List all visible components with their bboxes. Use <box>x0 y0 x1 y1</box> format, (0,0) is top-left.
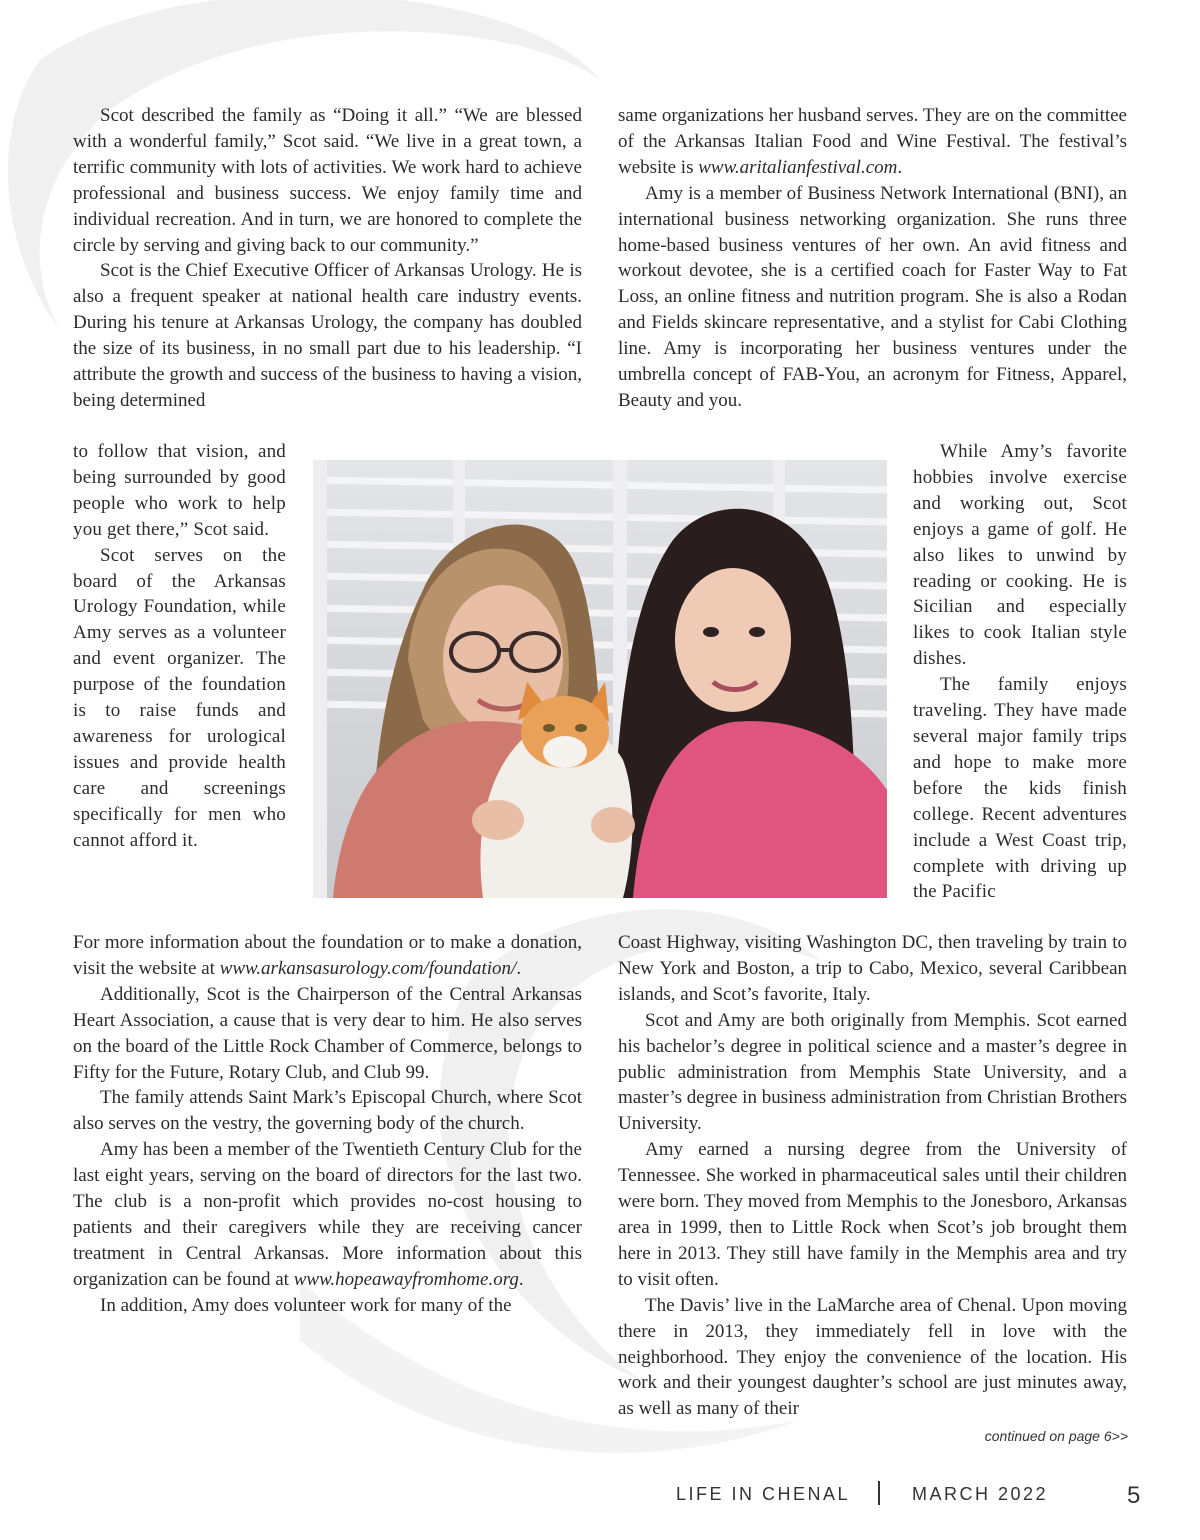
paragraph <box>73 930 582 982</box>
paragraph: The Davis’ live in the LaMarche area of Chenal. Upon moving there in 2013, they immediately fell in love with the neighborhood. They enjoy the convenience of the location. His work and their youngest daughter’s school are just minutes away, as well as many of their <box>618 1294 1127 1420</box>
right-column-bottom <box>618 930 1127 1422</box>
text: For more information about the foundation or to make a donation, visit the website at <box>73 932 582 979</box>
paragraph: In addition, Amy does volunteer work for many of the <box>100 1294 512 1316</box>
foundation-link[interactable]: www.arkansasurology.com/foundation/ <box>219 957 517 979</box>
family-photo <box>313 460 887 898</box>
paragraph: Scot described the family as “Doing it all.” “We are blessed with a wonderful family,” Scot said. “We live in a great town, a terrific community with lots of activities. We work hard to achieve professional and business success. We enjoy family time and individual recreation. And in turn, we are honored to complete the circle by serving and giving back to our community.” <box>73 105 582 256</box>
issue-date: MARCH 2022 <box>912 1484 1049 1504</box>
left-column-top <box>73 103 582 414</box>
paragraph <box>73 1137 582 1292</box>
paragraph: Amy earned a nursing degree from the University of Tennessee. She worked in pharmaceutical sales until their children were born. They moved from Memphis to the Jonesboro, Arkansas area in 1999, then to Little Rock when Scot’s job brought them here in 2013. They still have family in the Memphis area and try to visit often. <box>618 1139 1127 1290</box>
left-column-narrow <box>73 439 286 854</box>
paragraph: Scot is the Chief Executive Officer of Arkansas Urology. He is also a frequent speaker at national health care industry events. During his tenure at Arkansas Urology, the company has doubled the size of its business, in no small part due to his leadership. “I attribute the growth and success of the business to having a vision, being determined <box>73 260 582 411</box>
text: . <box>897 156 903 178</box>
text: . <box>518 1268 524 1290</box>
continued-note: continued on page 6>> <box>984 1428 1128 1444</box>
paragraph: Coast Highway, visiting Washington DC, then traveling by train to New York and Boston, a trip to Cabo, Mexico, several Caribbean islands, and Scot’s favorite, Italy. <box>618 932 1127 1005</box>
paragraph: Additionally, Scot is the Chairperson of the Central Arkansas Heart Association, a cause that is very dear to him. He also serves on the board of the Little Rock Chamber of Commerce, belongs to Fifty for the Future, Rotary Club, and Club 99. <box>73 983 582 1083</box>
right-column-narrow <box>913 439 1127 905</box>
paragraph: to follow that vision, and being surrounded by good people who work to help you get there,” Scot said. <box>73 441 286 540</box>
page-footer <box>0 1462 1200 1509</box>
text: same organizations her husband serves. They are on the committee of the Arkansas Italian Food and Wine Festival. The festival’s website is <box>618 105 1127 178</box>
right-column-top <box>618 103 1127 414</box>
page-number: 5 <box>1127 1482 1141 1509</box>
paragraph: The family attends Saint Mark’s Episcopal Church, where Scot also serves on the vestry, the governing body of the church. <box>73 1087 582 1135</box>
paragraph: While Amy’s favorite hobbies involve exercise and working out, Scot enjoys a game of golf. He also likes to unwind by reading or cooking. He is Sicilian and especially likes to cook Italian style dishes. <box>913 441 1127 670</box>
paragraph: Scot and Amy are both originally from Memphis. Scot earned his bachelor’s degree in political science and a master’s degree in public administration from Memphis State University, and a master’s degree in business administration from Christian Brothers University. <box>618 1009 1127 1135</box>
festival-link[interactable]: www.aritalianfestival.com <box>698 156 898 178</box>
paragraph: The family enjoys traveling. They have made several major family trips and hope to make more before the kids finish college. Recent adventures include a West Coast trip, complete with driving up the Pacific <box>913 674 1127 903</box>
publication-name: LIFE IN CHENAL <box>676 1484 851 1504</box>
left-column-bottom <box>73 930 582 1319</box>
paragraph: Amy is a member of Business Network International (BNI), an international business networking organization. She runs three home-based business ventures of her own. An avid fitness and workout devotee, she is a certified coach for Faster Way to Fat Loss, an online fitness and nutrition program. She is also a Rodan and Fields skincare representative, and a stylist for Cabi Clothing line. Amy is incorporating her business ventures under the umbrella concept of FAB-You, an acronym for Fitness, Apparel, Beauty and you. <box>618 182 1127 411</box>
text: . <box>516 957 522 979</box>
paragraph: Scot serves on the board of the Arkansas Urology Foundation, while Amy serves as a volunteer and event organizer. The purpose of the foundation is to raise funds and awareness for urological issues and provide health care and screenings specifically for men who cannot afford it. <box>73 544 286 851</box>
hope-away-link[interactable]: www.hopeawayfromhome.org <box>293 1268 519 1290</box>
paragraph <box>618 103 1127 181</box>
footer-divider <box>878 1481 880 1505</box>
text: Amy has been a member of the Twentieth Century Club for the last eight years, serving on the board of directors for the last two. The club is a non-profit which provides no-cost housing to patients and their caregivers while they are receiving cancer treatment in Central Arkansas. More information about this organization can be found at <box>73 1139 582 1290</box>
